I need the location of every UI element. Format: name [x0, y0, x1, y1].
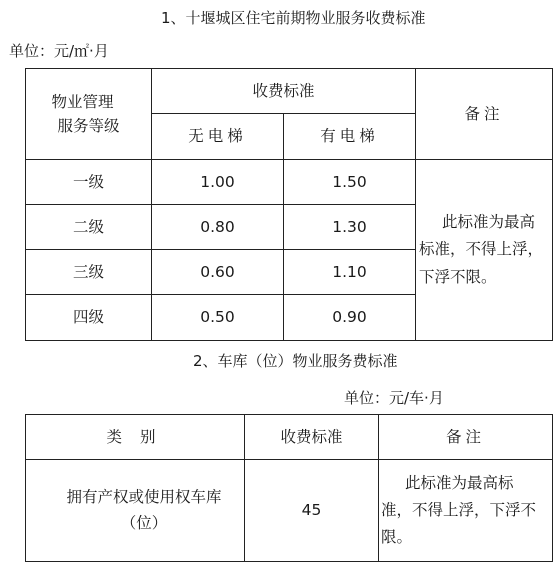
remark-cell	[379, 460, 553, 562]
grade-header-line1: 物业管理	[51, 92, 114, 111]
category-cell: 拥有产权或使用权车库（位）	[26, 460, 245, 562]
no-elevator-fee: 0.80	[152, 205, 284, 250]
remark-header: 备注	[416, 69, 553, 160]
no-elevator-fee: 0.50	[152, 295, 284, 341]
fee-standard-header: 收费标准	[152, 69, 416, 114]
no-elevator-fee: 0.60	[152, 250, 284, 295]
section2-unit: 单位：元/车·月	[344, 389, 444, 407]
grade-cell: 四级	[26, 295, 152, 341]
remark-cell	[416, 160, 553, 341]
property-fee-table	[25, 68, 553, 341]
fee-standard-header: 收费标准	[245, 415, 379, 460]
remark-header: 备注	[379, 415, 553, 460]
section1-unit: 单位：元/㎡·月	[9, 42, 109, 60]
with-elevator-fee: 0.90	[284, 295, 416, 341]
grade-cell: 二级	[26, 205, 152, 250]
grade-header-cell	[26, 69, 152, 160]
section2-title: 2、车库（位）物业服务费标准	[193, 352, 398, 370]
with-elevator-fee: 1.10	[284, 250, 416, 295]
with-elevator-fee: 1.50	[284, 160, 416, 205]
with-elevator-header: 有电梯	[284, 114, 416, 160]
garage-fee-table	[25, 414, 553, 562]
remark-line1: 此标准为最高	[442, 213, 536, 232]
section1-title: 1、十堰城区住宅前期物业服务收费标准	[161, 9, 426, 27]
fee-cell: 45	[245, 460, 379, 562]
table-row	[26, 160, 553, 205]
grade-cell: 三级	[26, 250, 152, 295]
grade-header-line2: 服务等级	[57, 117, 120, 135]
table-row	[26, 460, 553, 562]
remark-line1: 此标准为最高标	[405, 473, 514, 492]
remark-rest: 准，不得上浮，下浮不限。	[381, 500, 537, 547]
with-elevator-fee: 1.30	[284, 205, 416, 250]
grade-cell: 一级	[26, 160, 152, 205]
remark-rest: 标准，不得上浮，下浮不限。	[419, 240, 544, 286]
category-header: 类别	[26, 415, 245, 460]
no-elevator-header: 无电梯	[152, 114, 284, 160]
no-elevator-fee: 1.00	[152, 160, 284, 205]
